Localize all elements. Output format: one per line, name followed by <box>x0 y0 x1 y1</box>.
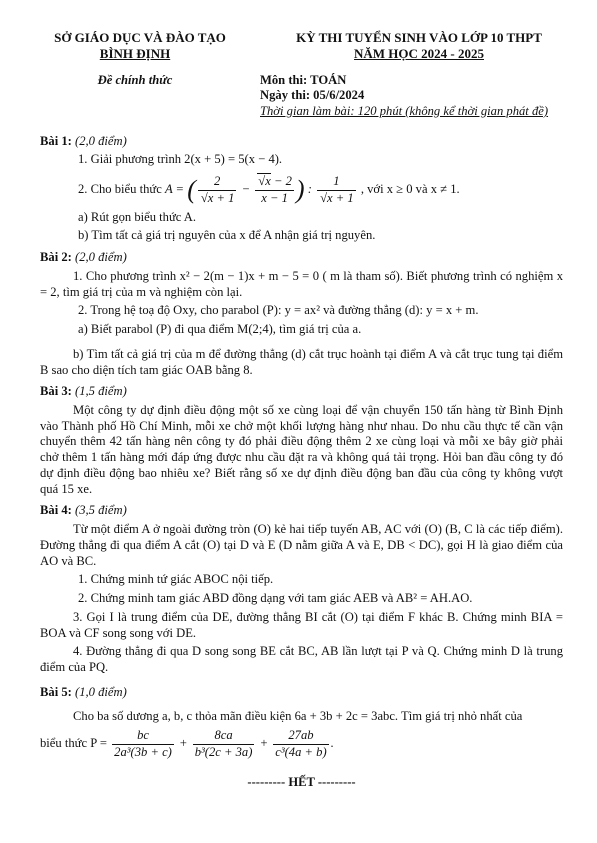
q2-part1: 1. Cho phương trình x² − 2(m − 1)x + m − 5 = 0 ( m là tham số). Biết phương trình có nghiệm x = 2, tìm giá trị của m và nghiệm còn lại. <box>40 268 563 299</box>
q5-points: (1,0 điểm) <box>75 684 127 699</box>
q3-points: (1,5 điểm) <box>75 384 127 399</box>
question-5 <box>40 685 563 761</box>
q5-text: Cho ba số dương a, b, c thỏa mãn điều kiện 6a + 3b + 2c = 3abc. Tìm giá trị nhỏ nhất của <box>73 709 523 724</box>
q4-part2: 2. Chứng minh tam giác ABD đồng dạng với tam giác AEB và AB² = AH.AO. <box>78 591 473 606</box>
q2-b: b) Tìm tất cả giá trị của m để đường thẳng (d) cắt trục hoành tại điểm A và cắt trục tung tại điểm B sao cho diện tích tam giác OAB bằng 8. <box>40 346 563 377</box>
q1-condition: , với x ≥ 0 và x ≠ 1. <box>360 182 460 197</box>
subject: Môn thi: TOÁN <box>260 72 347 87</box>
exam-date: Ngày thi: 05/6/2024 <box>260 88 365 103</box>
question-4 <box>40 503 563 675</box>
exam-block <box>289 30 549 63</box>
q3-text: Một công ty dự định điều động một số xe cùng loại để vận chuyển 150 tấn hàng từ Bình Định vào Thành phố Hồ Chí Minh, mỗi xe chở một khối lượng hàng như nhau. Do nhu cầu thực tế cần vận chuyển thêm 42 tấn hàng nên công ty đó phải điều động thêm 2 xe cùng loại và mỗi xe bây giờ phải chở thêm 1 tấn hàng mới đáp ứng được nhu cầu đặt ra và không quá tải trọng. Hỏi ban đầu công ty đó dự định điều động bao nhiêu xe? Biết rằng số xe dự định điều động ban đầu của công ty không vượt quá 15 xe. <box>40 402 563 496</box>
exam-info <box>260 73 548 120</box>
org-block <box>40 30 230 63</box>
q2-part2: 2. Trong hệ toạ độ Oxy, cho parabol (P): y = ax² và đường thẳng (d): y = x + m. <box>78 303 479 318</box>
q1-points: (2,0 điểm) <box>75 133 127 148</box>
duration: Thời gian làm bài: 120 phút (không kể thời gian phát đề) <box>260 103 549 118</box>
q4-title: Bài 4: <box>40 503 72 518</box>
q1-b: b) Tìm tất cả giá trị nguyên của x để A nhận giá trị nguyên. <box>78 228 376 243</box>
q2-a: a) Biết parabol (P) đi qua điểm M(2;4), tìm giá trị của a. <box>78 322 362 337</box>
q1-title: Bài 1: <box>40 133 72 148</box>
q2-title: Bài 2: <box>40 250 72 265</box>
exam-line1: KỲ THI TUYỂN SINH VÀO LỚP 10 THPT <box>296 30 542 45</box>
org-line2: BÌNH ĐỊNH <box>99 46 171 62</box>
q5-expr-label: biểu thức P = <box>40 736 107 751</box>
q3-title: Bài 3: <box>40 384 72 399</box>
org-line1: SỞ GIÁO DỤC VÀ ĐÀO TẠO <box>54 30 226 45</box>
q4-points: (3,5 điểm) <box>75 503 127 518</box>
q5-formula: $\frac{bc}{\text{2a³(3b + c)}}$ + $\frac{8ca}{\text{b³(2c + 3a)}}$ + $\frac{27ab}{\text{c³(4a + b)}}$ . <box>114 728 334 759</box>
q4-intro: Từ một điểm A ở ngoài đường tròn (O) kẻ hai tiếp tuyến AB, AC với (O) (B, C là các tiếp điểm). Đường thẳng đi qua điểm A cắt (O) tại D và E (D nằm giữa A và E, DB < DC), gọi H là giao điểm của AO và BC. <box>40 522 563 568</box>
meta <box>40 73 563 120</box>
question-3 <box>40 384 563 497</box>
q1-part1: 1. Giải phương trình 2(x + 5) = 5(x − 4). <box>78 152 283 167</box>
q4-part1: 1. Chứng minh tứ giác ABOC nội tiếp. <box>78 572 274 587</box>
q5-title: Bài 5: <box>40 684 72 699</box>
q4-part3: 3. Gọi I là trung điểm của DE, đường thẳng BI cắt (O) tại điểm F khác B. Chứng minh BIA = BOA và CF song song với DE. <box>40 609 563 640</box>
q4-part4: 4. Đường thẳng đi qua D song song BE cắt BC, AB lần lượt tại P và Q. Chứng minh D là trung điểm của PQ. <box>40 644 563 674</box>
question-1 <box>40 134 563 244</box>
q1-part2-label: 2. Cho biểu thức <box>78 182 162 197</box>
header <box>40 30 563 63</box>
q1-part2 <box>40 174 563 206</box>
q1-a: a) Rút gọn biểu thức A. <box>78 209 197 224</box>
question-2 <box>40 250 563 378</box>
official-label: Đề chính thức <box>97 72 173 87</box>
q1-formula: A = ( $\frac{2}{√x + 1}$ − $\frac{√x - 2}{x - 1}$ ) : $\frac{1}{√x + 1}$ <box>164 174 354 205</box>
exam-line2: NĂM HỌC 2024 - 2025 <box>354 46 484 62</box>
end-marker: --------- HẾT --------- <box>247 774 356 789</box>
q2-points: (2,0 điểm) <box>75 250 127 265</box>
q5-expression <box>40 728 563 760</box>
